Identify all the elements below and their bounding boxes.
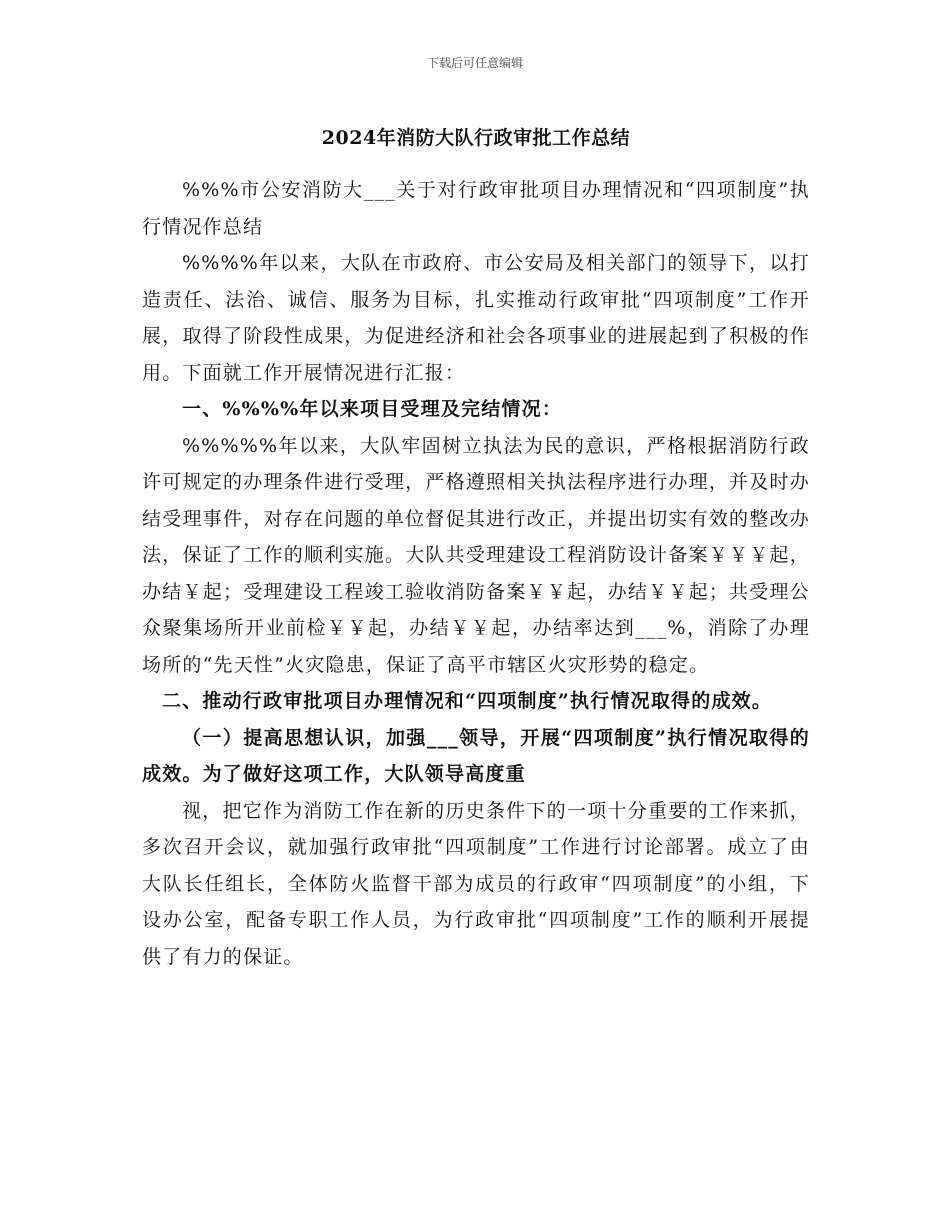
section-heading-2: 二、推动行政审批项目办理情况和“四项制度”执行情况取得的成效。	[162, 690, 773, 712]
page-header-note: 下载后可任意编辑	[426, 56, 523, 70]
paragraph-subsection-1: 视，把它作为消防工作在新的历史条件下的一项十分重要的工作来抓，多次召开会议，就加强行政审批“四项制度”工作进行讨论部署。成立了由大队长任组长，全体防火监督干部为成员的行政审“四项制度”的小组，下设办公室，配备专职工作人员，为行政审批“四项制度”工作的顺利开展提供了有力的保证。	[142, 799, 810, 968]
paragraph-section-1: %%%%%年以来，大队牢固树立执法为民的意识，严格根据消防行政许可规定的办理条件进行受理，严格遵照相关执法程序进行办理，并及时办结受理事件，对存在问题的单位督促其进行改正，并提出切实有效的整改办法，保证了工作的顺利实施。大队共受理建设工程消防设计备案￥￥￥起，办结￥起；受理建设工程竣工验收消防备案￥￥起，办结￥￥起；共受理公众聚集场所开业前检￥￥起，办结￥￥起，办结率达到___%，消除了办理场所的“先天性”火灾隐患，保证了高平市辖区火灾形势的稳定。	[142, 434, 810, 676]
paragraph-intro: %%%市公安消防大___关于对行政审批项目办理情况和“四项制度”执行情况作总结	[142, 179, 810, 238]
subsection-heading-1: （一）提高思想认识，加强___领导，开展“四项制度”执行情况取得的成效。为了做好这项工作，大队领导高度重	[142, 726, 810, 785]
paragraph-overview: %%%%年以来，大队在市政府、市公安局及相关部门的领导下，以打造责任、法治、诚信、服务为目标，扎实推动行政审批“四项制度”工作开展，取得了阶段性成果，为促进经济和社会各项事业的进展起到了积极的作用。下面就工作开展情况进行汇报：	[142, 252, 810, 384]
document-body	[142, 118, 810, 975]
section-heading-1: 一、%%%%年以来项目受理及完结情况：	[182, 398, 563, 420]
document-title: 2024年消防大队行政审批工作总结	[321, 127, 631, 149]
